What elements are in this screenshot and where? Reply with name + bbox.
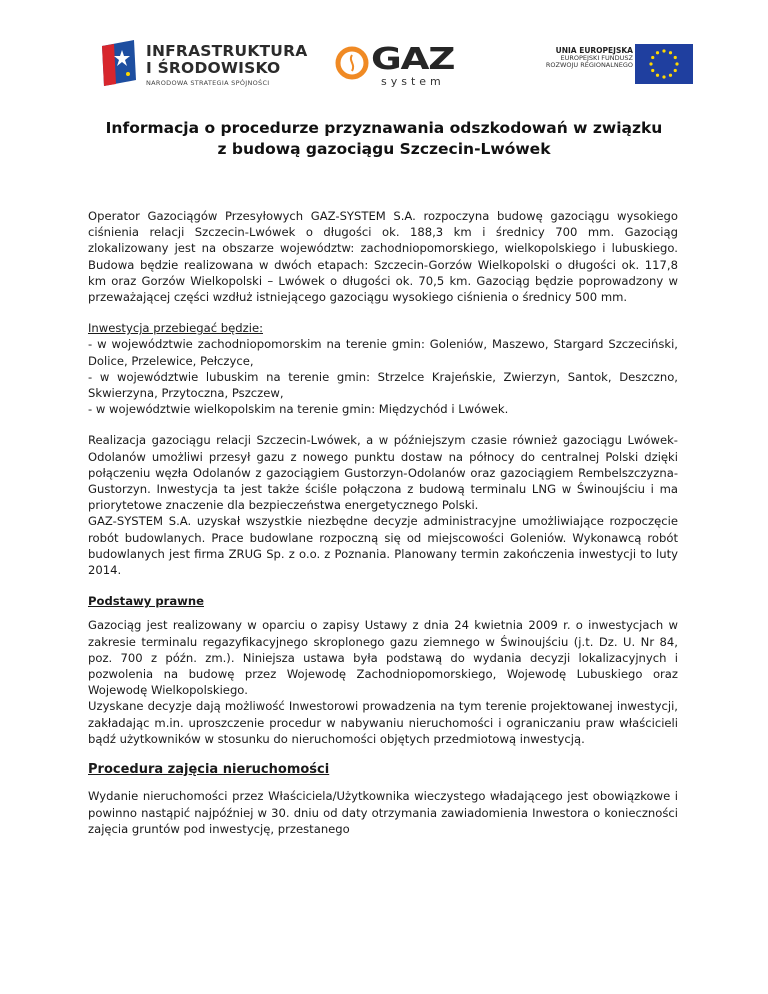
route-item-2: - w województwie lubuskim na terenie gmin: Strzelce Krajeńskie, Zwierzyn, Santok, Deszczno, Skwierzyna, Przytoczna, Pszczew, — [88, 369, 678, 401]
infrastruktura-line1: INFRASTRUKTURA — [146, 42, 308, 60]
legal-heading: Podstawy prawne — [88, 594, 204, 609]
gaz-logo-sub: system — [381, 75, 445, 88]
eu-star-icon — [662, 49, 665, 52]
page-title — [60, 118, 708, 160]
infrastruktura-line2: I ŚRODOWISKO — [146, 58, 281, 77]
gaz-flame-icon — [335, 46, 369, 80]
realization-paragraph-1: Realizacja gazociągu relacji Szczecin-Lwówek, a w późniejszym czasie również gazociągu Lwówek-Odolanów umożliwi przesył gazu z nowego punktu dostaw na północy do centralnej Polski dzięki połączeniu węzła Odolanów z gazociągiem Gustorzyn-Odolanów oraz gazociągiem Rembelszczyzna-Gustorzyn. Inwestycja ta jest także ściśle połączona z budową terminalu LNG w Świnoujściu i ma priorytetowe znaczenie dla bezpieczeństwa energetycznego Polski. — [88, 433, 678, 513]
eu-star-icon — [674, 56, 677, 59]
infrastruktura-srodowisko-logo — [100, 40, 310, 95]
eu-star-icon — [656, 51, 659, 54]
eu-star-icon — [669, 51, 672, 54]
route-item-1: - w województwie zachodniopomorskim na terenie gmin: Goleniów, Maszewo, Stargard Szczeciński, Dolice, Przelewice, Pełczyce, — [88, 337, 678, 368]
title-line1: Informacja o procedurze przyznawania odszkodowań w związku — [105, 119, 663, 137]
title-line2: z budową gazociągu Szczecin-Lwówek — [217, 140, 551, 158]
eu-star-icon — [669, 74, 672, 77]
gaz-logo-word: GAZ — [371, 42, 455, 77]
ue-line3: ROZWOJU REGIONALNEGO — [545, 61, 633, 70]
unia-europejska-logo — [535, 44, 695, 94]
eu-star-icon — [649, 62, 652, 65]
infrastruktura-text — [146, 44, 307, 87]
ue-line1: UNIA EUROPEJSKA — [555, 46, 633, 55]
route-heading: Inwestycja przebiegać będzie: — [88, 321, 263, 336]
intro-paragraph: Operator Gazociągów Przesyłowych GAZ-SYSTEM S.A. rozpoczyna budowę gazociągu wysokiego ciśnienia relacji Szczecin-Lwówek o długości ok. 188,3 km i średnicy 700 mm. Gazociąg zlokalizowany jest na obszarze województw: zachodniopomorskiego, wielkopolskiego i lubuskiego. Budowa będzie realizowana w dwóch etapach: Szczecin-Gorzów Wielkopolski o długości ok. 117,8 km oraz Gorzów Wielkopolski – Lwówek o długości ok. 70,5 km. Gazociąg będzie poprowadzony w przeważającej części wzdłuż istniejącego gazociągu wysokiego ciśnienia o średnicy 500 mm. — [88, 209, 678, 305]
legal-paragraph-1: Gazociąg jest realizowany w oparciu o zapisy Ustawy z dnia 24 kwietnia 2009 r. o inwestycjach w zakresie terminalu regazyfikacyjnego skroplonego gazu ziemnego w Świnoujściu (j.t. Dz. U. Nr 84, poz. 700 z późn. zm.). Niniejsza ustawa była podstawą do wydania decyzji lokalizacyjnych i pozwolenia na budowę przez Wojewodę Zachodniopomorskiego, Wojewodę Lubuskiego oraz Wojewodę Wielkopolskiego. — [88, 618, 678, 698]
route-item-3: - w województwie wielkopolskim na terenie gmin: Międzychód i Lwówek. — [88, 402, 509, 417]
eu-star-icon — [674, 69, 677, 72]
procedure-heading: Procedura zajęcia nieruchomości — [88, 762, 330, 778]
infrastruktura-flag-icon — [100, 40, 138, 88]
eu-star-icon — [662, 75, 665, 78]
ue-line2: EUROPEJSKI FUNDUSZ — [560, 54, 633, 63]
document-body — [88, 208, 678, 837]
eu-flag-icon — [635, 44, 693, 84]
eu-star-icon — [651, 69, 654, 72]
procedure-paragraph-1: Wydanie nieruchomości przez Właściciela/Użytkownika wieczystego władającego jest obowiązkowe i powinno nastąpić najpóźniej w 30. dniu od daty otrzymania zawiadomienia Inwestora o konieczności zajęcia gruntów pod inwestycję, przestanego — [88, 789, 678, 836]
legal-paragraph-2: Uzyskane decyzje dają możliwość Inwestorowi prowadzenia na tym terenie projektowanej inwestycji, zakładając m.in. uproszczenie procedur w nabywaniu nieruchomości i ograniczaniu praw właścicieli bądź użytkowników w stosunku do nieruchomości objętych przedmiotową inwestycją. — [88, 699, 678, 746]
document-header — [0, 0, 768, 110]
eu-star-icon — [651, 56, 654, 59]
eu-star-icon — [656, 74, 659, 77]
ue-text — [546, 47, 633, 70]
infrastruktura-line3: NARODOWA STRATEGIA SPÓJNOŚCI — [146, 79, 270, 87]
gaz-system-logo — [335, 44, 495, 94]
realization-paragraph-2: GAZ-SYSTEM S.A. uzyskał wszystkie niezbędne decyzje administracyjne umożliwiające rozpoczęcie robót budowlanych. Prace budowlane rozpoczną się od miejscowości Goleniów. Wykonawcą robót budowlanych jest firma ZRUG Sp. z o.o. z Poznania. Planowany termin zakończenia inwestycji to luty 2014. — [88, 514, 678, 578]
eu-star-icon — [675, 62, 678, 65]
